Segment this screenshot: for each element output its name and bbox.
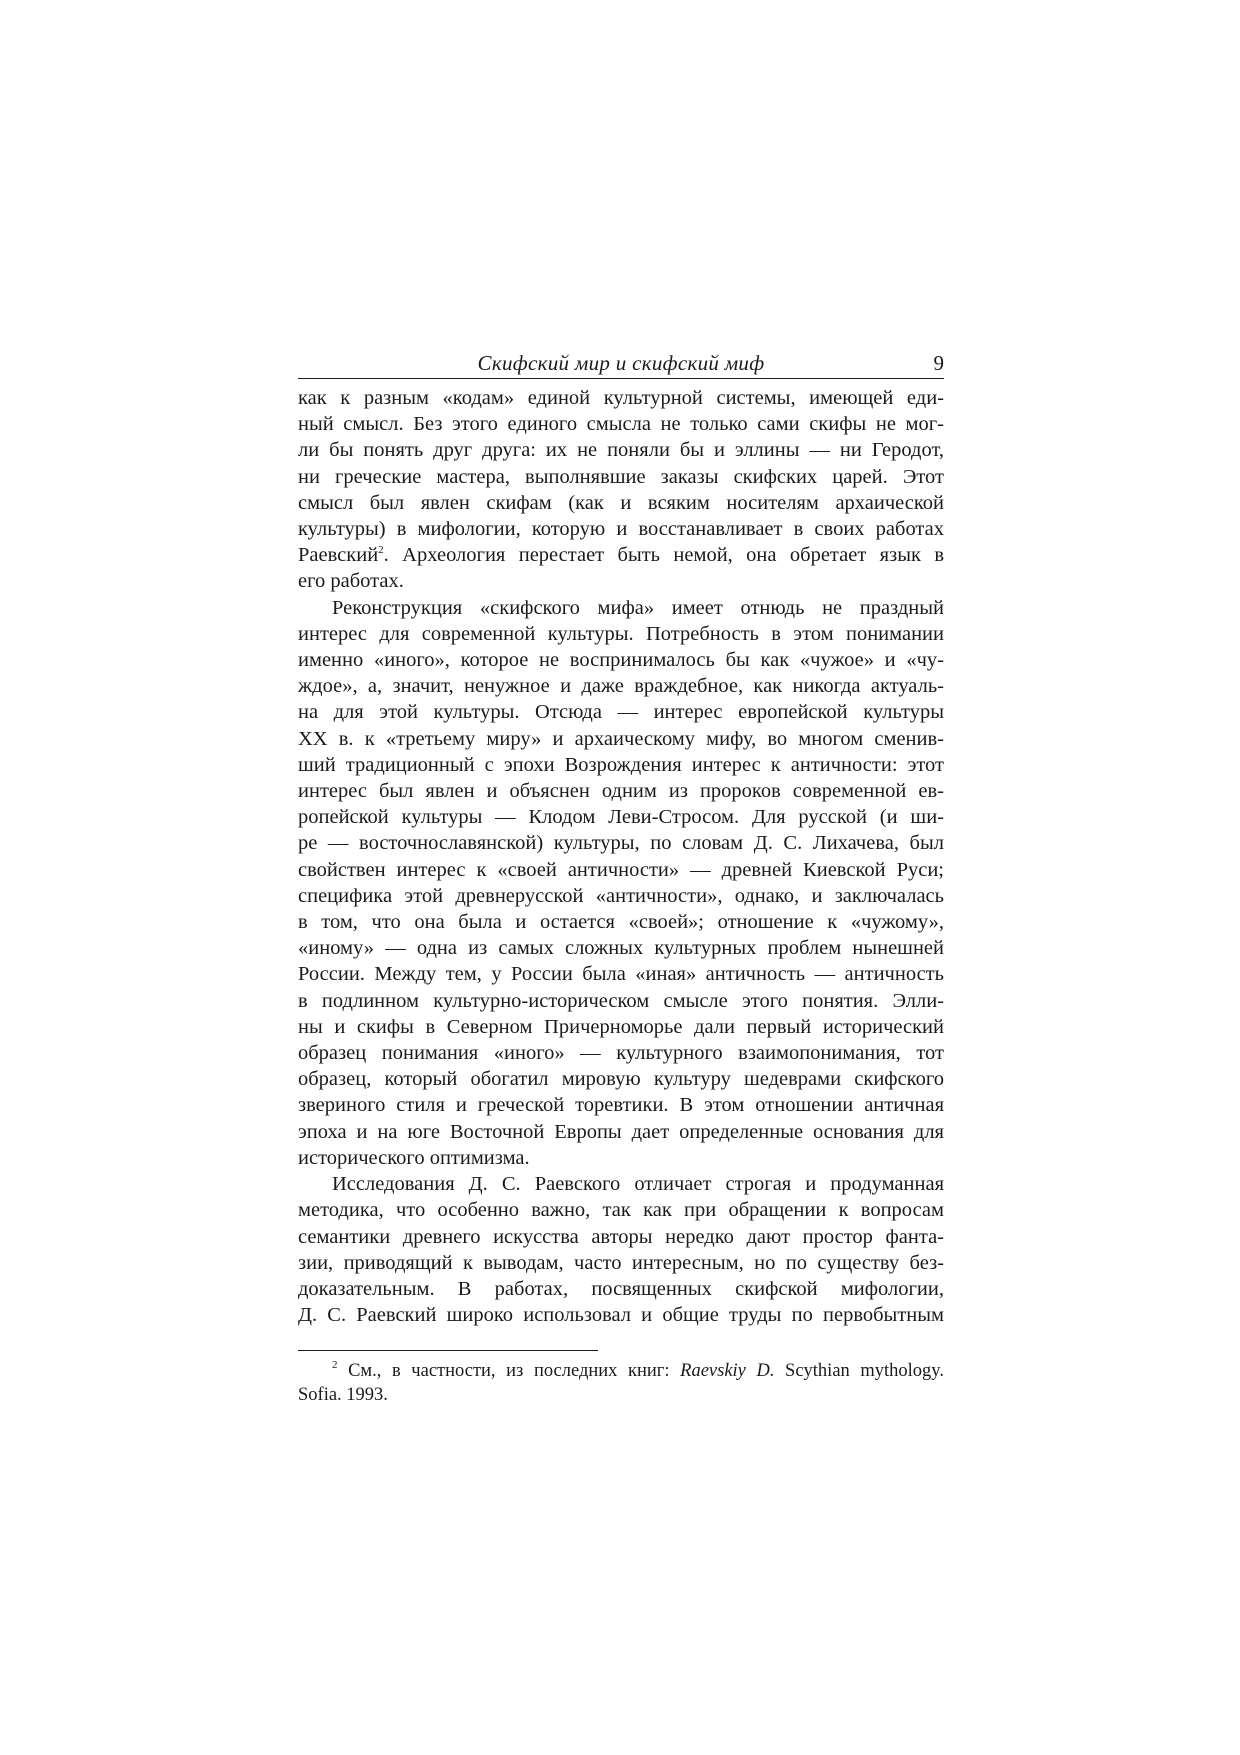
text-line: Реконструкция «скифского мифа» имеет отнюдь не праздный — [332, 596, 944, 619]
text-fragment: . Археология перестает быть немой, она обретает язык в — [383, 544, 944, 567]
text-line: на для этой культуры. Отсюда — интерес европейской культуры — [298, 701, 944, 724]
book-page — [298, 350, 944, 1407]
text-line: ропейской культуры — Клодом Леви-Стросом. Для русской (и ши- — [298, 806, 944, 829]
text-line: методика, что особенно важно, так как при обращении к вопросам — [298, 1199, 944, 1222]
text-line: звериного стиля и греческой торевтики. В этом отношении античная — [298, 1094, 944, 1117]
text-line: ре — восточнославянской) культуры, по словам Д. С. Лихачева, был — [298, 832, 944, 855]
text-line: «иному» — одна из самых сложных культурных проблем нынешней — [298, 937, 944, 960]
text-fragment: См., в частности, из последних книг: — [337, 1361, 681, 1382]
footnote-reference: 2 — [378, 544, 384, 557]
text-line: ны и скифы в Северном Причерноморье дали первый исторический — [298, 1015, 944, 1038]
text-line: как к разным «кодам» единой культурной системы, имеющей еди- — [298, 387, 944, 409]
footnote — [298, 1359, 944, 1407]
text-line-with-footnote-ref — [298, 542, 944, 568]
text-line: образец понимания «иного» — культурного взаимопонимания, тот — [298, 1042, 944, 1065]
text-line: ный смысл. Без этого единого смысла не только сами скифы не мог- — [298, 413, 944, 436]
footnote-marker: 2 — [332, 1359, 338, 1372]
text-line: свойствен интерес к «своей античности» — древней Киевской Руси; — [298, 858, 944, 881]
text-line: зии, приводящий к выводам, часто интересным, но по существу без- — [298, 1251, 944, 1274]
paragraph-2 — [298, 595, 944, 1171]
text-line: эпоха и на юге Восточной Европы дает определенные основания для — [298, 1120, 944, 1143]
page-number: 9 — [933, 351, 944, 375]
running-header — [298, 350, 944, 379]
body-text — [298, 385, 944, 1328]
running-title: Скифский мир и скифский миф — [477, 351, 765, 375]
text-line: интерес для современной культуры. Потребность в этом понимании — [298, 622, 944, 645]
text-line: России. Между тем, у России была «иная» античность — античность — [298, 963, 944, 986]
text-line: ший традиционный с эпохи Возрождения интерес к античности: этот — [298, 753, 944, 776]
text-line: Исследования Д. С. Раевского отличает строгая и продуманная — [332, 1173, 944, 1196]
text-line: семантики древнего искусства авторы нередко дают простор фанта- — [298, 1225, 944, 1248]
footnote-line: Sofia. 1993. — [298, 1385, 388, 1406]
text-line: ли бы понять друг друга: их не поняли бы и эллины — ни Геродот, — [298, 439, 944, 462]
text-line: ни греческие мастера, выполнявшие заказы скифских царей. Этот — [298, 465, 944, 488]
footnote-author: Raevskiy D. — [680, 1361, 775, 1382]
text-line: специфика этой древнерусской «античности», однако, и заключалась — [298, 884, 944, 907]
text-line: культуры) в мифологии, которую и восстанавливает в своих работах — [298, 518, 944, 541]
text-fragment: Раевский — [298, 544, 379, 567]
text-line: ждое», а, значит, ненужное и даже враждебное, как никогда актуаль- — [298, 675, 944, 698]
text-line: исторического оптимизма. — [298, 1146, 530, 1169]
text-line: доказательным. В работах, посвященных скифской мифологии, — [298, 1277, 944, 1300]
text-line: интерес был явлен и объяснен одним из пророков современной ев- — [298, 780, 944, 803]
text-line: XX в. к «третьему миру» и архаическому мифу, во многом сменив- — [298, 727, 944, 750]
footnote-line — [298, 1359, 944, 1383]
text-line: его работах. — [298, 570, 404, 593]
text-line: именно «иного», которое не воспринималось бы как «чужое» и «чу- — [298, 649, 944, 672]
text-line: в том, что она была и остается «своей»; отношение к «чужому», — [298, 911, 944, 934]
text-line: в подлинном культурно-историческом смысле этого понятия. Элли- — [298, 989, 944, 1012]
text-line: образец, который обогатил мировую культуру шедеврами скифского — [298, 1068, 944, 1091]
text-fragment: Scythian mythology. — [774, 1361, 944, 1382]
paragraph-1 — [298, 385, 944, 595]
text-line: смысл был явлен скифам (как и всяким носителям архаической — [298, 491, 944, 514]
paragraph-3 — [298, 1171, 944, 1328]
footnote-divider — [298, 1350, 598, 1351]
text-line: Д. С. Раевский широко использовал и общие труды по первобытным — [298, 1304, 944, 1327]
